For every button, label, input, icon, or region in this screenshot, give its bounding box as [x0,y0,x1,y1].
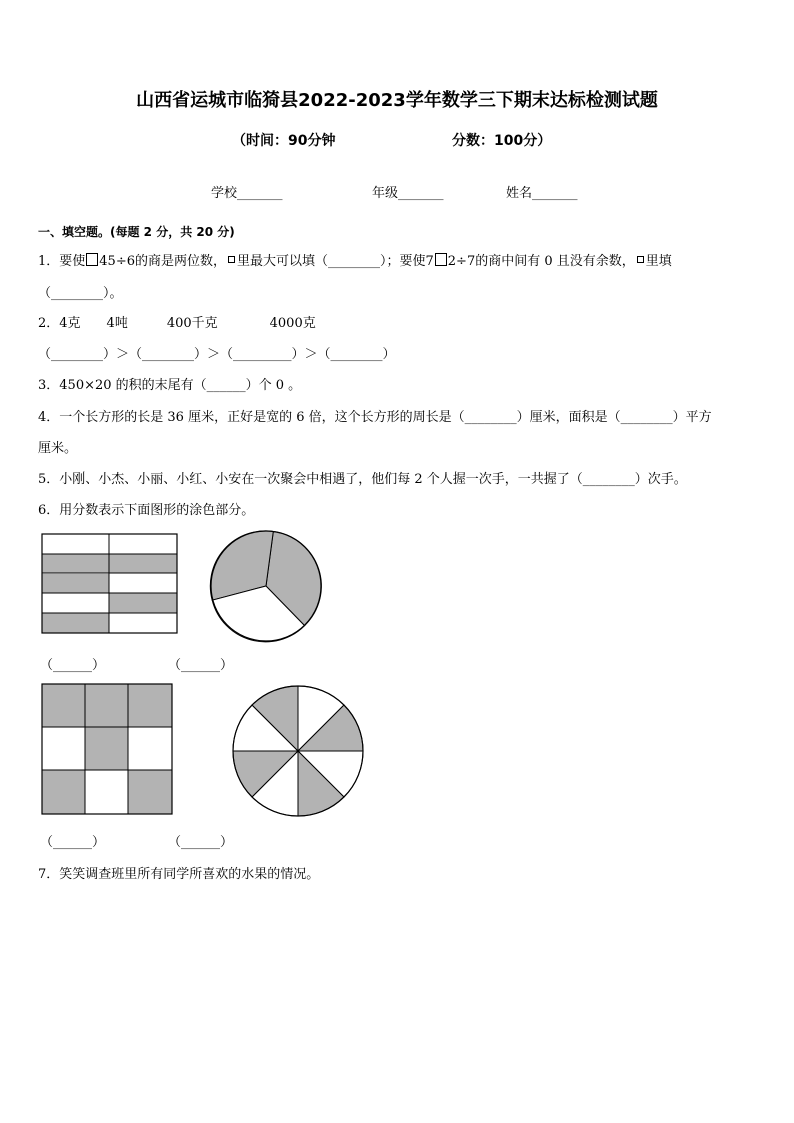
question-4-line-2: 厘米。 [38,441,78,456]
question-2-line-2: （________）＞（________）＞（_________）＞（________） [38,347,396,362]
question-5: 5．小刚、小杰、小丽、小红、小安在一次聚会中相遇了，他们每 2 个人握一次手，一共握了（________）次手。 [38,472,687,487]
question-1-line-2: （________）。 [38,286,123,301]
answer-blank-1: （______） [40,658,106,673]
q1-text-e: 里填 [645,254,672,269]
answer-blank-2: （______） [168,658,234,673]
q1-text-d: 2÷7的商中间有 0 且没有余数， [447,254,635,269]
blank-box-icon [435,253,447,266]
blank-box-icon [228,256,235,263]
section-heading: 一、填空题。(每题 2 分，共 20 分) [38,225,235,239]
figure-circle-thirds [208,529,326,645]
page-title: 山西省运城市临猗县2022-2023学年数学三下期末达标检测试题 [136,90,658,111]
figure-circle-eighths [231,684,365,818]
question-2: 2．4克 4吨 400千克 4000克 [38,316,316,331]
grade-field: 年级_______ [372,186,444,201]
exam-time: （时间：90分钟 [232,133,336,149]
question-7: 7．笑笑调查班里所有同学所喜欢的水果的情况。 [38,867,320,882]
figure-striped-rectangle [41,533,181,636]
exam-score: 分数：100分） [452,133,552,149]
blank-box-icon [86,253,98,266]
question-1 [38,250,672,269]
answer-blank-3: （______） [40,835,106,850]
blank-box-icon [637,256,644,263]
q1-text-c: 里最大可以填（________）；要使7 [237,254,434,269]
q1-text-a: 1．要使 [38,254,86,269]
question-6: 6．用分数表示下面图形的涂色部分。 [38,503,255,518]
name-field: 姓名_______ [506,186,578,201]
q1-text-b: 45÷6的商是两位数， [99,254,226,269]
question-3: 3．450×20 的积的末尾有（______）个 0 。 [38,378,302,393]
answer-blank-4: （______） [168,835,234,850]
figure-grid-3x3 [41,683,175,817]
school-field: 学校_______ [211,186,283,201]
question-4: 4．一个长方形的长是 36 厘米，正好是宽的 6 倍，这个长方形的周长是（________）厘米，面积是（________）平方 [38,410,712,425]
